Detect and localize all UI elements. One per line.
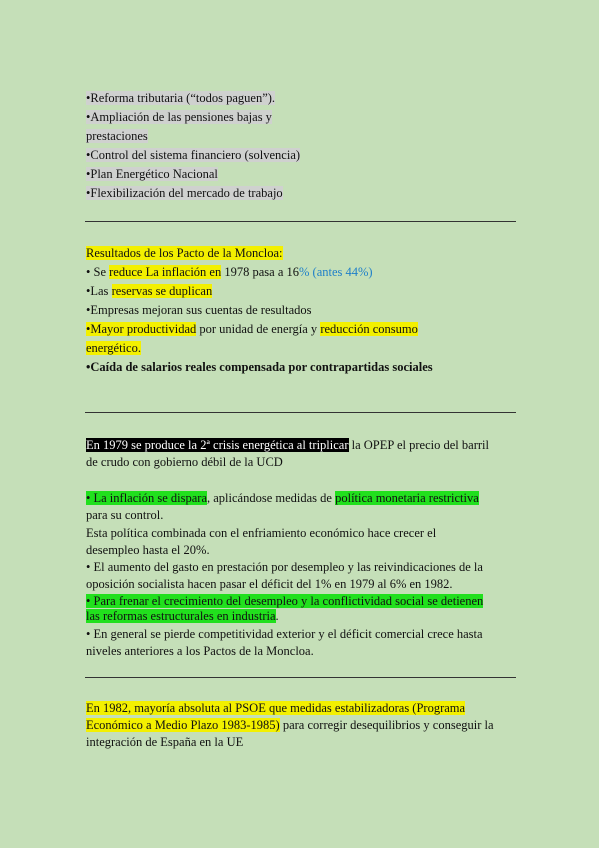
highlight-black: En 1979 se produce la 2ª crisis energética al triplicar: [86, 438, 349, 452]
psoe-line: [86, 734, 243, 751]
psoe-line: [86, 700, 465, 717]
crisis-item: [86, 507, 163, 524]
highlight: •Mayor productividad: [86, 322, 197, 336]
text: la OPEP el precio del barril: [348, 438, 489, 452]
highlight-green: • Para frenar el crecimiento del desempleo y la conflictividad social se detienen: [86, 594, 484, 608]
crisis-item: [86, 490, 479, 507]
text: niveles anteriores a los Pactos de la Moncloa.: [86, 644, 314, 658]
highlight: En 1982, mayoría absoluta al PSOE que medidas estabilizadoras (Programa: [86, 701, 466, 715]
text: .: [275, 609, 279, 623]
highlight: Económico a Medio Plazo 1983-1985): [86, 718, 280, 732]
text: •Caída de salarios reales compensada por contrapartidas sociales: [86, 360, 433, 374]
crisis-item: [86, 542, 210, 559]
divider: [85, 677, 516, 678]
text: • El aumento del gasto en prestación por desempleo y las reivindicaciones de la: [86, 560, 483, 574]
measure-text: •Flexibilización del mercado de trabajo: [86, 186, 283, 200]
result-item: [86, 302, 312, 319]
text: para corregir desequilibrios y conseguir la: [279, 718, 494, 732]
crisis-item: [86, 626, 483, 643]
text: • Se: [86, 265, 110, 279]
highlight-green: • La inflación se dispara: [86, 491, 207, 505]
measure-item: [86, 166, 218, 183]
result-item: [86, 321, 418, 338]
measure-text: •Control del sistema financiero (solvencia): [86, 148, 301, 162]
text: por unidad de energía y: [196, 322, 321, 336]
text: integración de España en la UE: [86, 735, 244, 749]
text: oposición socialista hacen pasar el déficit del 1% en 1979 al 6% en 1982.: [86, 577, 453, 591]
highlight: reduce La inflación en: [109, 265, 222, 279]
result-item: [86, 264, 373, 281]
text-blue: % (antes 44%): [299, 265, 373, 279]
highlight: reservas se duplican: [111, 284, 213, 298]
measure-text: prestaciones: [86, 129, 148, 143]
measure-text: •Plan Energético Nacional: [86, 167, 218, 181]
text: 1978 pasa a 16: [221, 265, 299, 279]
divider: [85, 221, 516, 222]
crisis-line: [86, 437, 489, 454]
text: •Empresas mejoran sus cuentas de resultados: [86, 303, 312, 317]
measure-item: [86, 90, 275, 107]
psoe-line: [86, 717, 494, 734]
results-title: [86, 245, 283, 262]
measure-item: [86, 185, 283, 202]
text: •Las: [86, 284, 112, 298]
highlight-green: las reformas estructurales en industria: [86, 609, 276, 623]
measure-text: •Reforma tributaria (“todos paguen”).: [86, 91, 276, 105]
result-item: [86, 340, 141, 357]
crisis-item: [86, 643, 314, 660]
measure-text: •Ampliación de las pensiones bajas y: [86, 110, 272, 124]
highlight-green: política monetaria restrictiva: [335, 491, 479, 505]
results-title-text: Resultados de los Pacto de la Moncloa:: [86, 246, 283, 260]
text: • En general se pierde competitividad exterior y el déficit comercial crece hasta: [86, 627, 483, 641]
measure-item: [86, 128, 148, 145]
text: , aplicándose medidas de: [207, 491, 336, 505]
crisis-item: [86, 576, 453, 593]
crisis-item: [86, 559, 483, 576]
crisis-line: [86, 454, 283, 471]
highlight: energético.: [86, 341, 141, 355]
measure-item: [86, 109, 272, 126]
measure-item: [86, 147, 300, 164]
crisis-item: [86, 608, 279, 625]
text: Esta política combinada con el enfriamiento económico hace crecer el: [86, 526, 437, 540]
text: para su control.: [86, 508, 164, 522]
text: desempleo hasta el 20%.: [86, 543, 210, 557]
highlight: reducción consumo: [320, 322, 418, 336]
text: de crudo con gobierno débil de la UCD: [86, 455, 283, 469]
divider: [85, 412, 516, 413]
result-item: [86, 283, 212, 300]
result-item: [86, 359, 433, 376]
crisis-item: [86, 525, 436, 542]
